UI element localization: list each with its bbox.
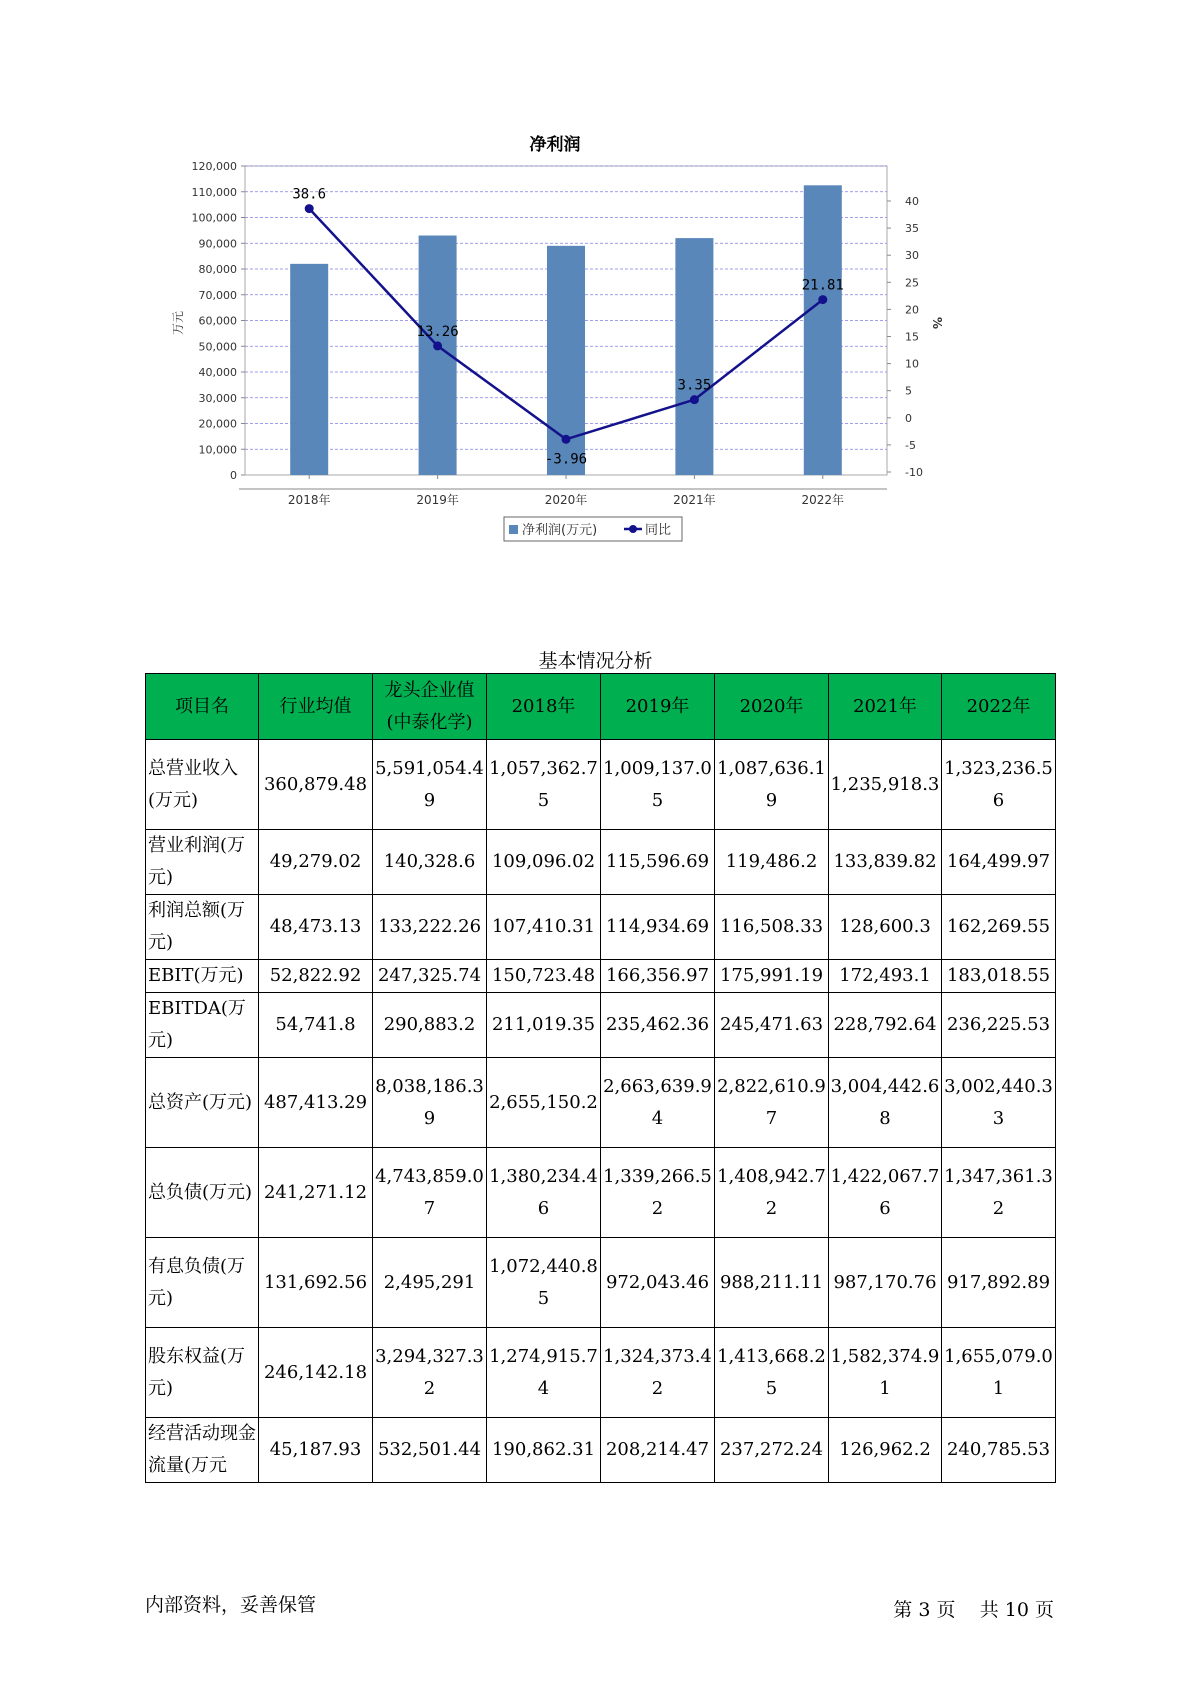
table-cell: 162,269.55 (942, 895, 1056, 960)
yoy-data-label: 13.26 (416, 323, 459, 340)
yoy-data-label: 21.81 (801, 277, 844, 294)
yoy-point (433, 341, 442, 350)
header-cell: 2022年 (942, 674, 1056, 740)
table-cell: 1,324,373.42 (601, 1328, 715, 1418)
left-tick-label: 10,000 (198, 443, 237, 457)
header-cell: 2019年 (601, 674, 715, 740)
table-cell: 236,225.53 (942, 993, 1056, 1058)
table-row (146, 1148, 1056, 1238)
x-tick-label: 2020年 (544, 493, 588, 507)
table-cell: 1,009,137.05 (601, 740, 715, 830)
table-cell: 1,380,234.46 (487, 1148, 601, 1238)
table-cell: 1,323,236.56 (942, 740, 1056, 830)
right-tick-label: 0 (905, 411, 912, 425)
table-cell: 972,043.46 (601, 1238, 715, 1328)
table-cell: 1,087,636.19 (715, 740, 829, 830)
table-cell: 3,002,440.33 (942, 1058, 1056, 1148)
table-cell: 246,142.18 (259, 1328, 373, 1418)
table-cell: 208,214.47 (601, 1418, 715, 1483)
table-cell: 8,038,186.39 (373, 1058, 487, 1148)
table-cell: 116,508.33 (715, 895, 829, 960)
left-tick-label: 50,000 (198, 340, 237, 354)
yoy-point (690, 395, 699, 404)
table-cell: 1,582,374.91 (829, 1328, 942, 1418)
table-row (146, 1058, 1056, 1148)
table-cell: 3,004,442.68 (829, 1058, 942, 1148)
table-cell: 190,862.31 (487, 1418, 601, 1483)
table-cell: 1,655,079.01 (942, 1328, 1056, 1418)
table-cell: 5,591,054.49 (373, 740, 487, 830)
table-cell: 133,222.26 (373, 895, 487, 960)
right-tick-label: 10 (905, 357, 919, 371)
row-label: 有息负债(万元) (146, 1238, 259, 1328)
chart-title: 净利润 (529, 135, 581, 155)
table-cell: 107,410.31 (487, 895, 601, 960)
row-label: 营业利润(万元) (146, 830, 259, 895)
header-cell: 2018年 (487, 674, 601, 740)
table-cell: 115,596.69 (601, 830, 715, 895)
left-tick-label: 110,000 (191, 185, 237, 199)
left-tick-label: 0 (230, 469, 237, 482)
row-label: 总营业收入(万元) (146, 740, 259, 830)
table-cell: 1,347,361.32 (942, 1148, 1056, 1238)
header-cell: 龙头企业值(中泰化学) (373, 674, 487, 740)
table-cell: 131,692.56 (259, 1238, 373, 1328)
table-cell: 164,499.97 (942, 830, 1056, 895)
row-label: EBITDA(万元) (146, 993, 259, 1058)
table-cell: 211,019.35 (487, 993, 601, 1058)
x-tick-label: 2021年 (673, 493, 716, 507)
table-cell: 48,473.13 (259, 895, 373, 960)
page-indicator (893, 1595, 1054, 1622)
table-cell: 290,883.2 (373, 993, 487, 1058)
table-row (146, 1238, 1056, 1328)
legend-line-marker (629, 525, 637, 533)
left-axis-label: 万元 (171, 310, 185, 336)
left-tick-label: 80,000 (198, 263, 237, 276)
table-title: 基本情况分析 (538, 650, 653, 672)
left-tick-label: 70,000 (198, 288, 237, 302)
table-row (146, 1328, 1056, 1418)
table-cell: 988,211.11 (715, 1238, 829, 1328)
table-cell: 119,486.2 (715, 830, 829, 895)
yoy-point (818, 295, 827, 304)
table-cell: 2,495,291 (373, 1238, 487, 1328)
table-row (146, 1418, 1056, 1483)
header-cell: 项目名 (146, 674, 259, 740)
yoy-point (562, 435, 571, 444)
yoy-data-label: 3.35 (677, 377, 712, 394)
right-tick-label: 5 (905, 384, 912, 398)
yoy-data-label: 38.6 (292, 186, 327, 203)
left-tick-label: 60,000 (198, 314, 237, 328)
table-cell: 133,839.82 (829, 830, 942, 895)
right-tick-label: 40 (905, 195, 919, 208)
table-cell: 52,822.92 (259, 960, 373, 993)
header-cell: 2020年 (715, 674, 829, 740)
table-cell: 114,934.69 (601, 895, 715, 960)
x-tick-label: 2018年 (287, 493, 331, 507)
legend-bar-swatch (509, 525, 518, 534)
table-cell: 247,325.74 (373, 960, 487, 993)
left-tick-label: 20,000 (198, 417, 237, 431)
row-label: 经营活动现金流量(万元 (146, 1418, 259, 1483)
header-cell: 2021年 (829, 674, 942, 740)
right-tick-label: 25 (905, 276, 919, 290)
table-cell: 1,408,942.72 (715, 1148, 829, 1238)
table-cell: 1,072,440.85 (487, 1238, 601, 1328)
row-label: EBIT(万元) (146, 960, 259, 993)
left-tick-label: 40,000 (198, 366, 237, 379)
right-tick-label: -5 (905, 438, 916, 452)
row-label: 总负债(万元) (146, 1148, 259, 1238)
legend-line-label: 同比 (645, 523, 672, 538)
table-cell: 175,991.19 (715, 960, 829, 993)
bar (290, 264, 328, 475)
table-cell: 54,741.8 (259, 993, 373, 1058)
table-header-row (146, 674, 1056, 740)
row-label: 总资产(万元) (146, 1058, 259, 1148)
table-cell: 1,339,266.52 (601, 1148, 715, 1238)
table-row (146, 830, 1056, 895)
table-cell: 126,962.2 (829, 1418, 942, 1483)
table-cell: 2,655,150.2 (487, 1058, 601, 1148)
left-tick-label: 90,000 (198, 237, 237, 251)
yoy-data-label: -3.96 (544, 451, 588, 468)
right-tick-label: -10 (905, 466, 923, 479)
table-cell: 240,785.53 (942, 1418, 1056, 1483)
table-cell: 166,356.97 (601, 960, 715, 993)
page-mid: 页 (936, 1599, 956, 1621)
table-cell: 987,170.76 (829, 1238, 942, 1328)
table-cell: 532,501.44 (373, 1418, 487, 1483)
table-cell: 917,892.89 (942, 1238, 1056, 1328)
basic-analysis-table (145, 673, 1056, 1483)
x-tick-label: 2019年 (416, 493, 459, 507)
row-label: 股东权益(万元) (146, 1328, 259, 1418)
left-tick-label: 30,000 (198, 391, 237, 405)
table-cell: 237,272.24 (715, 1418, 829, 1483)
page-current: 3 (918, 1599, 931, 1621)
right-tick-label: 35 (905, 222, 919, 236)
table-cell: 183,018.55 (942, 960, 1056, 993)
table-cell: 109,096.02 (487, 830, 601, 895)
table-cell: 1,413,668.25 (715, 1328, 829, 1418)
table-cell: 150,723.48 (487, 960, 601, 993)
table-row (146, 895, 1056, 960)
table-cell: 487,413.29 (259, 1058, 373, 1148)
table-cell: 1,422,067.76 (829, 1148, 942, 1238)
table-cell: 241,271.12 (259, 1148, 373, 1238)
right-tick-label: 15 (905, 330, 919, 344)
x-tick-label: 2022年 (801, 493, 845, 507)
table-cell: 3,294,327.32 (373, 1328, 487, 1418)
left-tick-label: 100,000 (191, 211, 237, 225)
right-tick-label: 30 (905, 249, 919, 263)
table-row (146, 960, 1056, 993)
table-cell: 2,822,610.97 (715, 1058, 829, 1148)
total-prefix: 共 (979, 1599, 999, 1621)
bar (675, 238, 713, 475)
right-tick-label: 20 (905, 303, 919, 317)
table-row (146, 740, 1056, 830)
table-cell: 172,493.1 (829, 960, 942, 993)
table-cell: 2,663,639.94 (601, 1058, 715, 1148)
table-cell: 128,600.3 (829, 895, 942, 960)
table-cell: 49,279.02 (259, 830, 373, 895)
table-cell: 45,187.93 (259, 1418, 373, 1483)
table-cell: 235,462.36 (601, 993, 715, 1058)
page-prefix: 第 (893, 1599, 913, 1621)
table-cell: 1,057,362.75 (487, 740, 601, 830)
total-suffix: 页 (1034, 1599, 1054, 1621)
table-cell: 1,274,915.74 (487, 1328, 601, 1418)
right-axis-label: % (930, 316, 944, 330)
table-cell: 140,328.6 (373, 830, 487, 895)
bar (801, 185, 844, 475)
table-cell: 245,471.63 (715, 993, 829, 1058)
table-row (146, 993, 1056, 1058)
confidential-note: 内部资料，妥善保管 (145, 1594, 317, 1616)
legend-bar-label: 净利润(万元) (522, 523, 598, 538)
table-cell: 1,235,918.3 (829, 740, 942, 830)
page-total: 10 (1004, 1599, 1029, 1621)
table-cell: 228,792.64 (829, 993, 942, 1058)
header-cell: 行业均值 (259, 674, 373, 740)
row-label: 利润总额(万元) (146, 895, 259, 960)
net-profit-chart (170, 135, 1050, 595)
yoy-point (305, 204, 314, 213)
table-cell: 4,743,859.07 (373, 1148, 487, 1238)
table-cell: 360,879.48 (259, 740, 373, 830)
left-tick-label: 120,000 (191, 160, 237, 173)
